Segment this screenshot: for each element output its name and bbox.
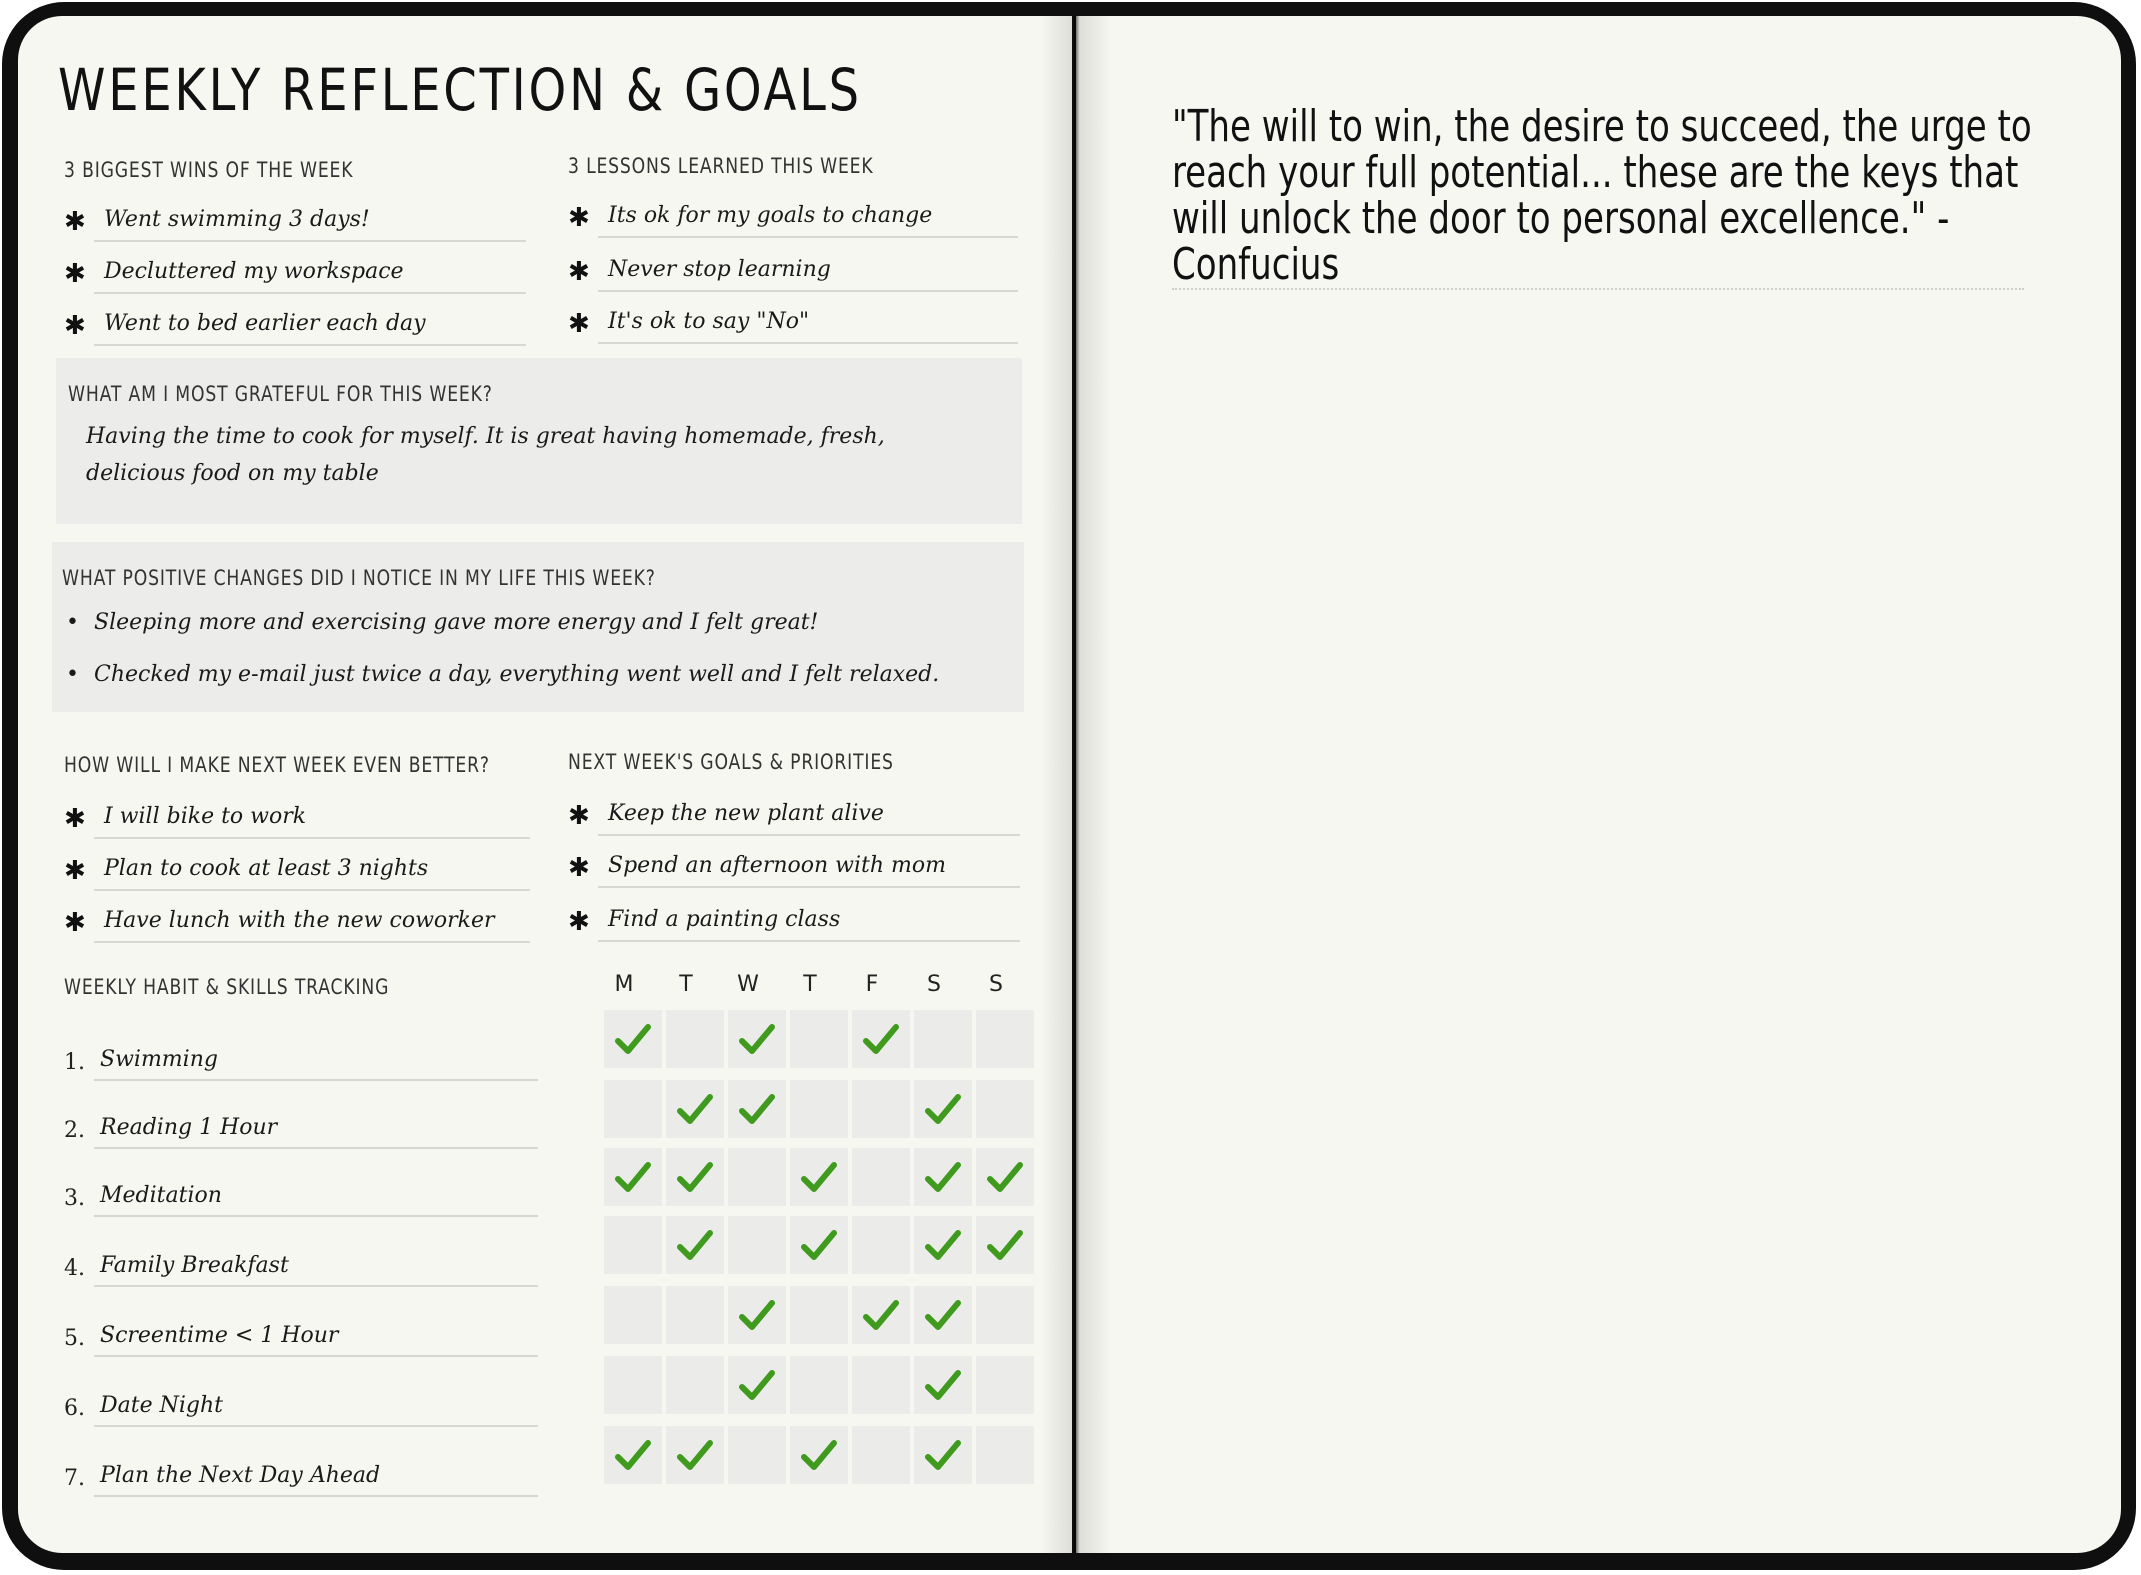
habit-cell[interactable] — [976, 1426, 1034, 1484]
habit-cell[interactable] — [914, 1356, 972, 1414]
wins-label: 3 BIGGEST WINS OF THE WEEK — [64, 158, 354, 182]
changes-item: • Sleeping more and exercising gave more energy and I felt great! — [66, 610, 819, 635]
habit-number: 6. — [64, 1396, 85, 1421]
day-header: T — [679, 972, 693, 997]
habit-cell[interactable] — [790, 1080, 848, 1138]
day-header: S — [989, 972, 1003, 997]
checkmark-icon — [923, 1296, 963, 1336]
wins-item — [64, 244, 526, 294]
checkmark-icon — [861, 1020, 901, 1060]
checkmark-icon — [923, 1226, 963, 1266]
lessons-item — [568, 188, 1018, 238]
better-item-text: I will bike to work — [94, 797, 530, 839]
grateful-box — [56, 358, 1022, 524]
habit-cell[interactable] — [852, 1426, 910, 1484]
habit-cell[interactable] — [852, 1356, 910, 1414]
goals-item-text: Find a painting class — [598, 900, 1020, 942]
better-label: HOW WILL I MAKE NEXT WEEK EVEN BETTER? — [64, 753, 490, 777]
habit-cell[interactable] — [728, 1426, 786, 1484]
checkmark-icon — [613, 1158, 653, 1198]
wins-item-text: Decluttered my workspace — [94, 252, 526, 294]
goals-item-text: Spend an afternoon with mom — [598, 846, 1020, 888]
lessons-item — [568, 294, 1018, 344]
asterisk-icon: ✱ — [568, 203, 590, 233]
habit-cell[interactable] — [976, 1356, 1034, 1414]
habit-cell[interactable] — [914, 1286, 972, 1344]
habit-number: 3. — [64, 1186, 85, 1211]
checkmark-icon — [737, 1296, 777, 1336]
habit-cell[interactable] — [604, 1216, 662, 1274]
wins-item — [64, 192, 526, 242]
habit-cell[interactable] — [914, 1010, 972, 1068]
quote-text: "The will to win, the desire to succeed, the urge to reach your full potential... these are the keys that will unlock the door to personal excellence." -Confucius — [1172, 101, 2032, 290]
changes-label: WHAT POSITIVE CHANGES DID I NOTICE IN MY LIFE THIS WEEK? — [62, 566, 656, 590]
habit-cell[interactable] — [852, 1010, 910, 1068]
habit-row — [64, 1317, 538, 1357]
habit-cell[interactable] — [976, 1148, 1034, 1206]
checkmark-icon — [799, 1158, 839, 1198]
checkmark-icon — [675, 1436, 715, 1476]
habit-row — [64, 1457, 538, 1497]
habit-cell[interactable] — [790, 1010, 848, 1068]
habit-name: Family Breakfast — [94, 1247, 538, 1287]
checkmark-icon — [985, 1226, 1025, 1266]
day-header: F — [865, 972, 879, 997]
checkmark-icon — [923, 1366, 963, 1406]
day-header: W — [737, 972, 759, 997]
habit-cell[interactable] — [790, 1426, 848, 1484]
habit-row — [64, 1387, 538, 1427]
asterisk-icon: ✱ — [568, 801, 590, 831]
habit-cell[interactable] — [604, 1080, 662, 1138]
asterisk-icon: ✱ — [64, 856, 86, 886]
goals-item-text: Keep the new plant alive — [598, 794, 1020, 836]
checkmark-icon — [737, 1090, 777, 1130]
asterisk-icon: ✱ — [64, 804, 86, 834]
left-page — [18, 16, 1072, 1553]
goals-label: NEXT WEEK'S GOALS & PRIORITIES — [568, 750, 894, 774]
asterisk-icon: ✱ — [568, 309, 590, 339]
checkmark-icon — [923, 1436, 963, 1476]
habit-cell[interactable] — [604, 1148, 662, 1206]
page-title: WEEKLY REFLECTION & GOALS — [58, 56, 862, 124]
habit-cell[interactable] — [790, 1216, 848, 1274]
habit-cell[interactable] — [604, 1286, 662, 1344]
habit-name: Plan the Next Day Ahead — [94, 1457, 538, 1497]
habit-cell[interactable] — [728, 1010, 786, 1068]
checkmark-icon — [861, 1296, 901, 1336]
habit-name: Meditation — [94, 1177, 538, 1217]
checkmark-icon — [985, 1158, 1025, 1198]
habit-row — [64, 1041, 538, 1081]
habit-cell[interactable] — [666, 1148, 724, 1206]
habit-cell[interactable] — [976, 1080, 1034, 1138]
checkmark-icon — [675, 1090, 715, 1130]
checkmark-icon — [923, 1090, 963, 1130]
habit-cell[interactable] — [976, 1286, 1034, 1344]
habit-number: 4. — [64, 1256, 85, 1281]
asterisk-icon: ✱ — [568, 257, 590, 287]
asterisk-icon: ✱ — [64, 908, 86, 938]
habit-number: 5. — [64, 1326, 85, 1351]
better-item — [64, 841, 530, 891]
checkmark-icon — [613, 1436, 653, 1476]
habit-cell[interactable] — [976, 1216, 1034, 1274]
changes-box — [52, 542, 1024, 712]
checkmark-icon — [613, 1020, 653, 1060]
habit-name: Screentime < 1 Hour — [94, 1317, 538, 1357]
habit-cell[interactable] — [728, 1148, 786, 1206]
goals-item — [568, 786, 1020, 836]
goals-item — [568, 892, 1020, 942]
right-page — [1076, 16, 2121, 1553]
checkmark-icon — [799, 1436, 839, 1476]
habits-label: WEEKLY HABIT & SKILLS TRACKING — [64, 975, 390, 999]
habit-cell[interactable] — [852, 1148, 910, 1206]
habit-cell[interactable] — [852, 1286, 910, 1344]
checkmark-icon — [799, 1226, 839, 1266]
better-item — [64, 893, 530, 943]
better-item-text: Have lunch with the new coworker — [94, 901, 530, 943]
day-header: T — [803, 972, 817, 997]
changes-item: • Checked my e-mail just twice a day, everything went well and I felt relaxed. — [66, 662, 940, 687]
habit-cell[interactable] — [604, 1356, 662, 1414]
asterisk-icon: ✱ — [64, 207, 86, 237]
day-header: S — [927, 972, 941, 997]
habit-number: 1. — [64, 1050, 85, 1075]
grateful-label: WHAT AM I MOST GRATEFUL FOR THIS WEEK? — [68, 382, 493, 406]
habit-cell[interactable] — [914, 1148, 972, 1206]
habit-cell[interactable] — [914, 1216, 972, 1274]
asterisk-icon: ✱ — [64, 311, 86, 341]
asterisk-icon: ✱ — [568, 907, 590, 937]
checkmark-icon — [923, 1158, 963, 1198]
wins-item — [64, 296, 526, 346]
habit-cell[interactable] — [728, 1286, 786, 1344]
habit-cell[interactable] — [604, 1426, 662, 1484]
lessons-label: 3 LESSONS LEARNED THIS WEEK — [568, 154, 874, 178]
lessons-item-text: It's ok to say "No" — [598, 302, 1018, 344]
habit-cell[interactable] — [666, 1286, 724, 1344]
habit-cell[interactable] — [852, 1080, 910, 1138]
better-item — [64, 789, 530, 839]
wins-item-text: Went to bed earlier each day — [94, 304, 526, 346]
habit-name: Reading 1 Hour — [94, 1109, 538, 1149]
checkmark-icon — [737, 1366, 777, 1406]
habit-cell[interactable] — [666, 1426, 724, 1484]
asterisk-icon: ✱ — [568, 853, 590, 883]
lessons-item-text: Its ok for my goals to change — [598, 196, 1018, 238]
better-item-text: Plan to cook at least 3 nights — [94, 849, 530, 891]
goals-item — [568, 838, 1020, 888]
habit-cell[interactable] — [666, 1080, 724, 1138]
habit-number: 7. — [64, 1466, 85, 1491]
checkmark-icon — [737, 1020, 777, 1060]
habit-number: 2. — [64, 1118, 85, 1143]
habit-cell[interactable] — [976, 1010, 1034, 1068]
habit-cell[interactable] — [790, 1356, 848, 1414]
checkmark-icon — [675, 1158, 715, 1198]
wins-item-text: Went swimming 3 days! — [94, 200, 526, 242]
habit-cell[interactable] — [728, 1080, 786, 1138]
habit-cell[interactable] — [914, 1426, 972, 1484]
habit-cell[interactable] — [666, 1356, 724, 1414]
dotted-divider — [1172, 288, 2024, 290]
habit-cell[interactable] — [852, 1216, 910, 1274]
habit-cell[interactable] — [728, 1216, 786, 1274]
habit-cell[interactable] — [728, 1356, 786, 1414]
habit-cell[interactable] — [790, 1286, 848, 1344]
habit-cell[interactable] — [604, 1010, 662, 1068]
habit-cell[interactable] — [914, 1080, 972, 1138]
checkmark-icon — [675, 1226, 715, 1266]
lessons-item-text: Never stop learning — [598, 250, 1018, 292]
habit-cell[interactable] — [666, 1010, 724, 1068]
changes-list — [66, 597, 939, 701]
lessons-item — [568, 242, 1018, 292]
habit-cell[interactable] — [666, 1216, 724, 1274]
habit-row — [64, 1247, 538, 1287]
habit-row — [64, 1177, 538, 1217]
asterisk-icon: ✱ — [64, 259, 86, 289]
habit-cell[interactable] — [790, 1148, 848, 1206]
habit-name: Swimming — [94, 1041, 538, 1081]
day-header: M — [614, 972, 634, 997]
habit-name: Date Night — [94, 1387, 538, 1427]
habit-row — [64, 1109, 538, 1149]
grateful-text: Having the time to cook for myself. It is great having homemade, fresh, delicious food on my table — [86, 424, 885, 486]
